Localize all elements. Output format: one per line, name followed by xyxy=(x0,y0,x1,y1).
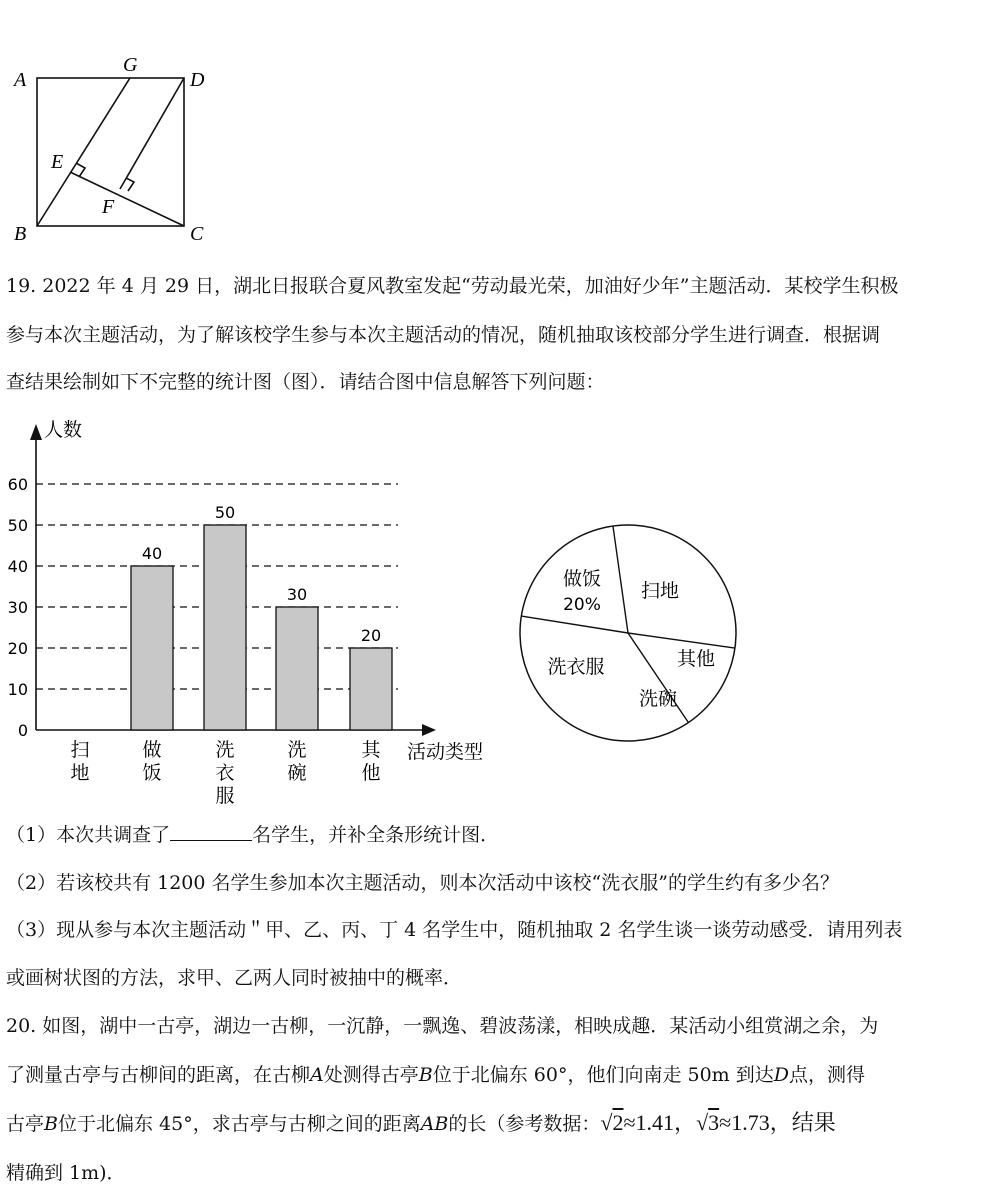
point-b-label: B xyxy=(418,1064,433,1086)
q20-line2-text-a: 了测量古亭与古柳间的距离，在古柳 xyxy=(6,1064,311,1086)
y-tick-label: 40 xyxy=(7,557,28,576)
label-a: A xyxy=(14,69,27,91)
geometry-figure xyxy=(10,50,220,250)
x-category-label: 洗 xyxy=(215,739,235,761)
pie-slice-label: 扫地 xyxy=(640,580,680,602)
bar-value-label: 30 xyxy=(286,585,308,604)
y-tick-label: 30 xyxy=(7,598,28,617)
point-b-label-2: B xyxy=(44,1113,58,1135)
q20-line4: 精确到 1m)． xyxy=(6,1162,126,1184)
pie-slice-label: 做饭 xyxy=(562,568,602,590)
x-category-label: 衣 xyxy=(215,762,235,784)
label-b: B xyxy=(14,223,27,245)
x-category-label: 服 xyxy=(215,785,235,807)
pie-slice-label: 洗碗 xyxy=(638,688,678,710)
pie-slice-percent: 20% xyxy=(563,595,601,615)
q20-line2-text-d: 点，测得 xyxy=(788,1064,865,1086)
bar xyxy=(350,648,392,730)
x-category-label: 扫 xyxy=(70,739,90,761)
y-tick-label: 10 xyxy=(7,680,28,699)
y-axis-label: 人数 xyxy=(44,419,83,441)
point-a-label: A xyxy=(310,1064,324,1086)
q19-line3: 查结果绘制如下不完整的统计图（图）．请结合图中信息解答下列问题： xyxy=(6,371,605,393)
label-f: F xyxy=(102,196,115,218)
bar-value-label: 40 xyxy=(141,544,163,563)
x-category-label: 做 xyxy=(142,739,162,761)
x-axis-label: 活动类型 xyxy=(407,741,484,763)
pie-slice-label: 其他 xyxy=(676,648,716,670)
q20-line2-text-b: 处测得古亭 xyxy=(323,1064,419,1086)
q19-line1: 19. 2022 年 4 月 29 日，湖北日报联合夏风教室发起“劳动最光荣，加油好少年”主题活动．某校学生积极 xyxy=(6,275,899,297)
label-e: E xyxy=(51,151,64,173)
x-category-label: 碗 xyxy=(287,762,307,784)
q19-sub1 xyxy=(6,822,986,848)
bar xyxy=(276,607,318,730)
q20-line3 xyxy=(6,1110,986,1137)
pie-chart xyxy=(510,505,750,755)
y-tick-label: 50 xyxy=(7,516,28,535)
sqrt-3: √3 xyxy=(696,1110,720,1135)
sqrt-3-value: 3 xyxy=(708,1110,720,1135)
x-category-label: 洗 xyxy=(287,739,307,761)
label-d: D xyxy=(190,69,205,91)
q19-sub1-prefix: （1）本次共调查了 xyxy=(6,824,171,846)
bar-value-label: 20 xyxy=(360,626,382,645)
y-tick-label: 0 xyxy=(17,721,28,740)
x-category-label: 他 xyxy=(361,762,381,784)
bar-value-label: 50 xyxy=(214,503,236,522)
segment-ab-label: AB xyxy=(420,1113,449,1135)
pie-slice-label: 洗衣服 xyxy=(547,656,605,678)
q20-line3-text-a: 古亭 xyxy=(6,1113,45,1135)
segment-ec xyxy=(70,172,184,226)
q19-line2: 参与本次主题活动，为了解该校学生参与本次主题活动的情况，随机抽取该校部分学生进行调查．根据调 xyxy=(6,324,881,346)
sqrt-2-value: 2 xyxy=(612,1110,624,1135)
x-category-label: 地 xyxy=(70,762,90,784)
segment-df xyxy=(120,78,184,189)
q19-sub3-line2: 或画树状图的方法，求甲、乙两人同时被抽中的概率． xyxy=(6,967,463,989)
q20-line2-text-c: 位于北偏东 60°，他们向南走 50m 到达 xyxy=(432,1064,774,1086)
bar xyxy=(131,566,173,730)
q20-line3-text-c: 的长（参考数据： xyxy=(448,1113,601,1135)
answer-blank xyxy=(170,822,252,841)
label-g: G xyxy=(123,54,138,76)
q19-sub1-suffix: 名学生，并补全条形统计图． xyxy=(252,824,500,846)
approx-1: ≈1.41， xyxy=(623,1110,697,1135)
q19-sub2: （2）若该校共有 1200 名学生参加本次主题活动，则本次活动中该校“洗衣服”的学生约有多少名？ xyxy=(6,872,839,894)
y-tick-label: 60 xyxy=(7,475,28,494)
y-axis-arrow xyxy=(30,424,42,440)
x-category-label: 饭 xyxy=(142,762,162,784)
y-tick-label: 20 xyxy=(7,639,28,658)
q20-line2 xyxy=(6,1062,986,1088)
q20-line3-text-b: 位于北偏东 45°，求古亭与古柳之间的距离 xyxy=(57,1113,421,1135)
bar-chart xyxy=(0,410,500,810)
label-c: C xyxy=(190,223,204,245)
q20-line1: 20. 如图，湖中一古亭，湖边一古柳，一沉静，一飘逸、碧波荡漾，相映成趣．某活动小组赏湖之余，为 xyxy=(6,1015,879,1037)
x-category-label: 其 xyxy=(361,739,381,761)
q19-sub3-line1: （3）现从参与本次主题活动＂甲、乙、丙、丁 4 名学生中，随机抽取 2 名学生谈一谈劳动感受．请用列表 xyxy=(6,919,903,941)
x-axis-arrow xyxy=(422,724,436,736)
approx-2: ≈1.73，结果 xyxy=(719,1110,836,1135)
bar xyxy=(204,525,246,730)
sqrt-2: √2 xyxy=(600,1110,624,1135)
point-d-label: D xyxy=(773,1064,789,1086)
right-angle-f xyxy=(126,178,134,191)
